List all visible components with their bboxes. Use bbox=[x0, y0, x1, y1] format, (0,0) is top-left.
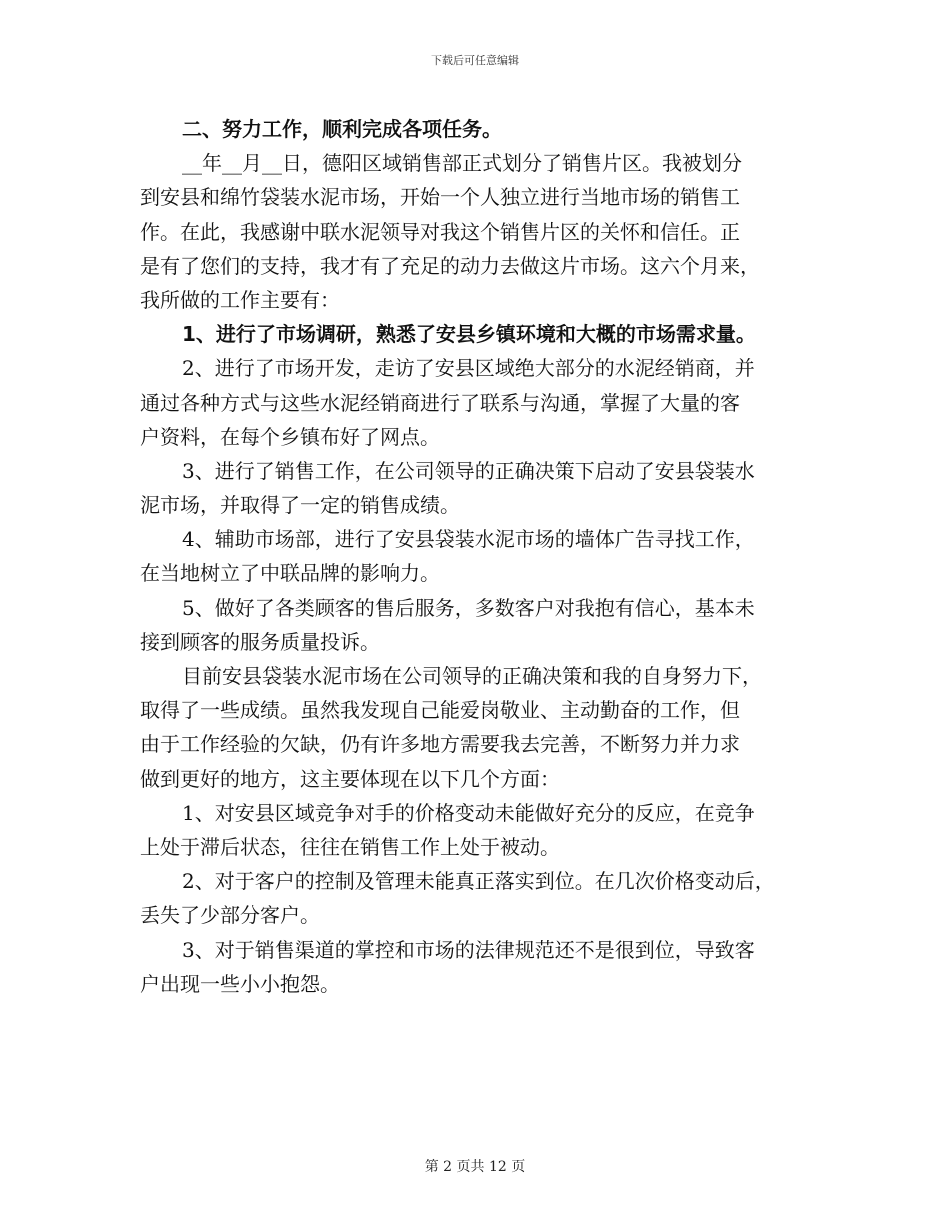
text-line: 1、进行了市场调研，熟悉了安县乡镇环境和大概的市场需求量。 bbox=[182, 322, 756, 347]
text-line: 4、辅助市场部，进行了安县袋装水泥市场的墙体广告寻找工作， bbox=[182, 527, 755, 552]
text-line: 上处于滞后状态，往往在销售工作上处于被动。 bbox=[140, 834, 560, 859]
text-line: 5、做好了各类顾客的售后服务，多数客户对我抱有信心，基本未 bbox=[182, 595, 755, 620]
text-line: 户资料，在每个乡镇布好了网点。 bbox=[140, 424, 440, 449]
text-line: 通过各种方式与这些水泥经销商进行了联系与沟通，掌握了大量的客 bbox=[140, 390, 740, 415]
text-line: 到安县和绵竹袋装水泥市场，开始一个人独立进行当地市场的销售工 bbox=[140, 185, 740, 210]
text-line: 泥市场，并取得了一定的销售成绩。 bbox=[140, 493, 460, 518]
text-line: 由于工作经验的欠缺，仍有许多地方需要我去完善，不断努力并力求 bbox=[140, 732, 740, 757]
text-line: 在当地树立了中联品牌的影响力。 bbox=[140, 561, 440, 586]
text-line: 作。在此，我感谢中联水泥领导对我这个销售片区的关怀和信任。正 bbox=[140, 219, 740, 244]
text-line: 2、对于客户的控制及管理未能真正落实到位。在几次价格变动后， bbox=[182, 869, 775, 894]
text-line: 丢失了少部分客户。 bbox=[140, 903, 320, 928]
text-line: 取得了一些成绩。虽然我发现自己能爱岗敬业、主动勤奋的工作，但 bbox=[140, 698, 740, 723]
document-body bbox=[140, 112, 812, 1001]
text-line: 1、对安县区域竞争对手的价格变动未能做好充分的反应，在竞争 bbox=[182, 800, 755, 825]
text-line: 接到顾客的服务质量投诉。 bbox=[140, 629, 380, 654]
text-line: 3、对于销售渠道的掌控和市场的法律规范还不是很到位，导致客 bbox=[182, 937, 755, 962]
text-line: __年__月__日，德阳区域销售部正式划分了销售片区。我被划分 bbox=[182, 151, 742, 176]
text-line: 二、努力工作，顺利完成各项任务。 bbox=[182, 117, 502, 141]
text-line: 是有了您们的支持，我才有了充足的动力去做这片市场。这六个月来， bbox=[140, 253, 760, 278]
text-line: 我所做的工作主要有： bbox=[140, 287, 340, 312]
page-footer: 第 2 页共 12 页 bbox=[424, 1159, 526, 1175]
text-line: 做到更好的地方，这主要体现在以下几个方面： bbox=[140, 766, 560, 791]
page-header: 下载后可任意编辑 bbox=[431, 54, 519, 67]
text-line: 2、进行了市场开发，走访了安县区域绝大部分的水泥经销商，并 bbox=[182, 356, 755, 381]
text-line: 户出现一些小小抱怨。 bbox=[140, 971, 340, 996]
text-line: 3、进行了销售工作，在公司领导的正确决策下启动了安县袋装水 bbox=[182, 458, 755, 483]
text-line: 目前安县袋装水泥市场在公司领导的正确决策和我的自身努力下， bbox=[182, 664, 762, 688]
